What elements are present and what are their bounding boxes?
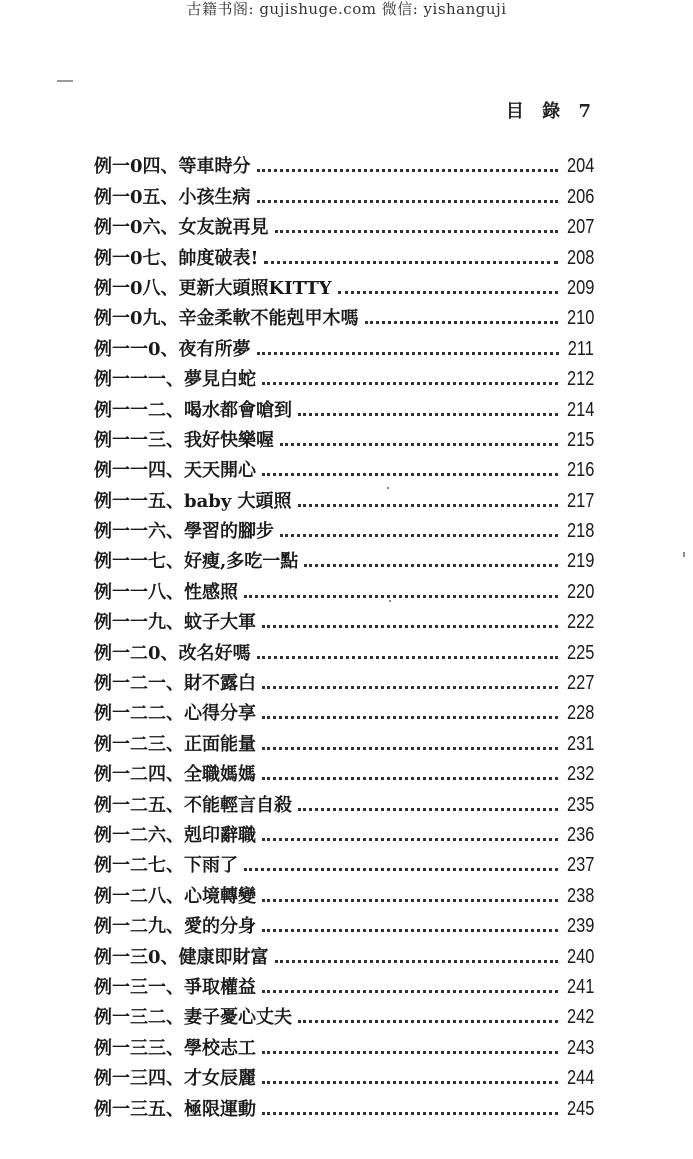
- toc-entry-page: 227: [566, 672, 594, 695]
- toc-entry-title: 例一二七、下雨了: [94, 855, 238, 877]
- toc-entry: [94, 513, 594, 543]
- toc-entry-title: 例一二九、愛的分身: [94, 916, 256, 938]
- dot-leader: [262, 1081, 558, 1084]
- dot-leader: [244, 868, 558, 871]
- toc-entry-page: 206: [566, 185, 594, 208]
- dot-leader: [262, 1112, 558, 1115]
- toc-entry-title: 例一0八、更新大頭照KITTY: [94, 277, 332, 299]
- toc-entry-page: 242: [566, 1006, 594, 1029]
- toc-entry: [94, 239, 594, 269]
- toc-entry-title: 例一三五、極限運動: [94, 1098, 256, 1120]
- dot-leader: [365, 321, 558, 324]
- toc-entry-title: 例一一九、蚊子大軍: [94, 612, 256, 634]
- toc-entry: [94, 422, 594, 452]
- dot-leader: [262, 1051, 558, 1054]
- dot-leader: [298, 413, 558, 416]
- dot-leader: [262, 625, 558, 628]
- dot-leader: [275, 230, 558, 233]
- toc-entry: [94, 361, 594, 391]
- toc-entry-page: 236: [566, 823, 594, 846]
- toc-entry-title: 例一三0、健康即財富: [94, 946, 269, 968]
- toc-entry-title: 例一二八、心境轉變: [94, 885, 256, 907]
- toc-entry: [94, 178, 594, 208]
- toc-entry-title: 例一一五、baby 大頭照: [94, 490, 292, 512]
- toc-entry-page: 209: [566, 276, 594, 299]
- toc-entry-page: 232: [566, 763, 594, 786]
- toc-entry: [94, 938, 594, 968]
- dot-leader: [262, 777, 558, 780]
- toc-entry-title: 例一一六、學習的腳步: [94, 521, 274, 543]
- dot-leader: [262, 838, 558, 841]
- scan-speck: [683, 552, 685, 557]
- dot-leader: [257, 656, 558, 659]
- toc-entry: [94, 908, 594, 938]
- toc-entry-page: 244: [566, 1067, 594, 1090]
- dot-leader: [298, 504, 558, 507]
- toc-entry-page: 245: [566, 1097, 594, 1120]
- toc-entry-title: 例一一七、好瘦,多吃一點: [94, 551, 299, 573]
- toc-entry-page: 225: [566, 641, 594, 664]
- toc-entry: [94, 695, 594, 725]
- toc-entry-title: 例一三一、爭取權益: [94, 976, 256, 998]
- toc-entry: [94, 604, 594, 634]
- toc-entry-page: 222: [566, 611, 594, 634]
- toc-entry-title: 例一二六、剋印辭職: [94, 824, 256, 846]
- toc-entry: [94, 665, 594, 695]
- toc-entry-page: 210: [566, 307, 594, 330]
- dot-leader: [298, 808, 558, 811]
- toc-entry-title: 例一二二、心得分享: [94, 703, 256, 725]
- toc-entry: [94, 1090, 594, 1120]
- toc-entry: [94, 969, 594, 999]
- toc-entry-title: 例一一三、我好快樂喔: [94, 429, 274, 451]
- header-page-number: 7: [578, 101, 597, 122]
- toc-entry-title: 例一二一、財不露白: [94, 673, 256, 695]
- scan-mark: [57, 80, 73, 82]
- toc-entry: [94, 877, 594, 907]
- toc-entry: [94, 1060, 594, 1090]
- toc-entry: [94, 786, 594, 816]
- toc-entry-page: 238: [566, 884, 594, 907]
- dot-leader: [262, 473, 558, 476]
- dot-leader: [264, 261, 557, 264]
- toc-entry: [94, 270, 594, 300]
- dot-leader: [275, 960, 558, 963]
- toc-entry-page: 228: [566, 702, 594, 725]
- dot-leader: [257, 169, 558, 172]
- toc-entry-page: 211: [567, 337, 594, 360]
- dot-leader: [262, 382, 558, 385]
- toc-entry-title: 例一二三、正面能量: [94, 733, 256, 755]
- toc-entry: [94, 817, 594, 847]
- toc-entry-title: 例一0四、等車時分: [94, 156, 251, 178]
- toc-entry-page: 241: [566, 975, 594, 998]
- toc-entry-page: 204: [566, 155, 594, 178]
- toc-entry: [94, 1029, 594, 1059]
- toc-entry-page: 220: [566, 580, 594, 603]
- toc-entry: [94, 725, 594, 755]
- dot-leader: [262, 929, 558, 932]
- dot-leader: [338, 291, 558, 294]
- toc-entry-title: 例一一四、天天開心: [94, 460, 256, 482]
- toc-entry-title: 例一一0、夜有所夢: [94, 338, 251, 360]
- toc-entry-page: 239: [566, 915, 594, 938]
- toc-entry-title: 例一三二、妻子憂心丈夫: [94, 1007, 292, 1029]
- dot-leader: [280, 443, 558, 446]
- dot-leader: [262, 899, 558, 902]
- toc-entry-title: 例一0九、辛金柔軟不能剋甲木嗎: [94, 308, 359, 330]
- toc-entry: [94, 847, 594, 877]
- toc-entry-page: 212: [566, 368, 594, 391]
- toc-entry-page: 215: [566, 428, 594, 451]
- dot-leader: [262, 686, 558, 689]
- toc-entry-title: 例一二四、全職媽媽: [94, 764, 256, 786]
- toc-entry-page: 235: [566, 793, 594, 816]
- toc-entry: [94, 634, 594, 664]
- toc-entry-page: 208: [566, 246, 594, 269]
- watermark-text: 古籍书阁: gujishuge.com 微信: yishanguji: [186, 0, 507, 18]
- toc-entry-page: 207: [566, 216, 594, 239]
- toc-entry: [94, 330, 594, 360]
- dot-leader: [262, 747, 558, 750]
- dot-leader: [280, 534, 558, 537]
- toc-entry: [94, 573, 594, 603]
- toc-entry-title: 例一一八、性感照: [94, 581, 238, 603]
- toc-entry: [94, 300, 594, 330]
- table-of-contents: [94, 148, 594, 1121]
- scan-speck: [389, 600, 391, 602]
- toc-entry: [94, 452, 594, 482]
- toc-entry-page: 237: [566, 854, 594, 877]
- toc-entry-title: 例一三三、學校志工: [94, 1037, 256, 1059]
- toc-entry-title: 例一一二、喝水都會嗆到: [94, 399, 292, 421]
- toc-entry-page: 216: [566, 459, 594, 482]
- toc-entry: [94, 148, 594, 178]
- toc-entry-title: 例一一一、夢見白蛇: [94, 369, 256, 391]
- dot-leader: [298, 1020, 558, 1023]
- toc-entry: [94, 482, 594, 512]
- dot-leader: [257, 200, 558, 203]
- dot-leader: [262, 716, 558, 719]
- toc-entry-title: 例一二五、不能輕言自殺: [94, 794, 292, 816]
- dot-leader: [244, 595, 558, 598]
- toc-entry: [94, 756, 594, 786]
- dot-leader: [304, 564, 557, 567]
- running-header: [506, 97, 597, 123]
- scan-speck: [387, 487, 389, 489]
- toc-entry-title: 例一三四、才女辰麗: [94, 1068, 256, 1090]
- header-section-title: 目 錄: [505, 101, 567, 122]
- toc-entry-page: 243: [566, 1036, 594, 1059]
- toc-entry-page: 231: [566, 732, 594, 755]
- toc-entry-page: 219: [566, 550, 594, 573]
- toc-entry: [94, 999, 594, 1029]
- toc-entry-page: 217: [566, 489, 594, 512]
- toc-entry: [94, 209, 594, 239]
- toc-entry-title: 例一0五、小孩生病: [94, 186, 251, 208]
- toc-entry-page: 218: [566, 520, 594, 543]
- toc-entry-title: 例一0六、女友說再見: [94, 217, 269, 239]
- toc-entry-title: 例一0七、帥度破表!: [94, 247, 259, 269]
- toc-entry-page: 240: [566, 945, 594, 968]
- toc-entry-title: 例一二0、改名好嗎: [94, 642, 251, 664]
- toc-entry: [94, 543, 594, 573]
- dot-leader: [257, 352, 560, 355]
- toc-entry-page: 214: [566, 398, 594, 421]
- toc-entry: [94, 391, 594, 421]
- dot-leader: [262, 990, 558, 993]
